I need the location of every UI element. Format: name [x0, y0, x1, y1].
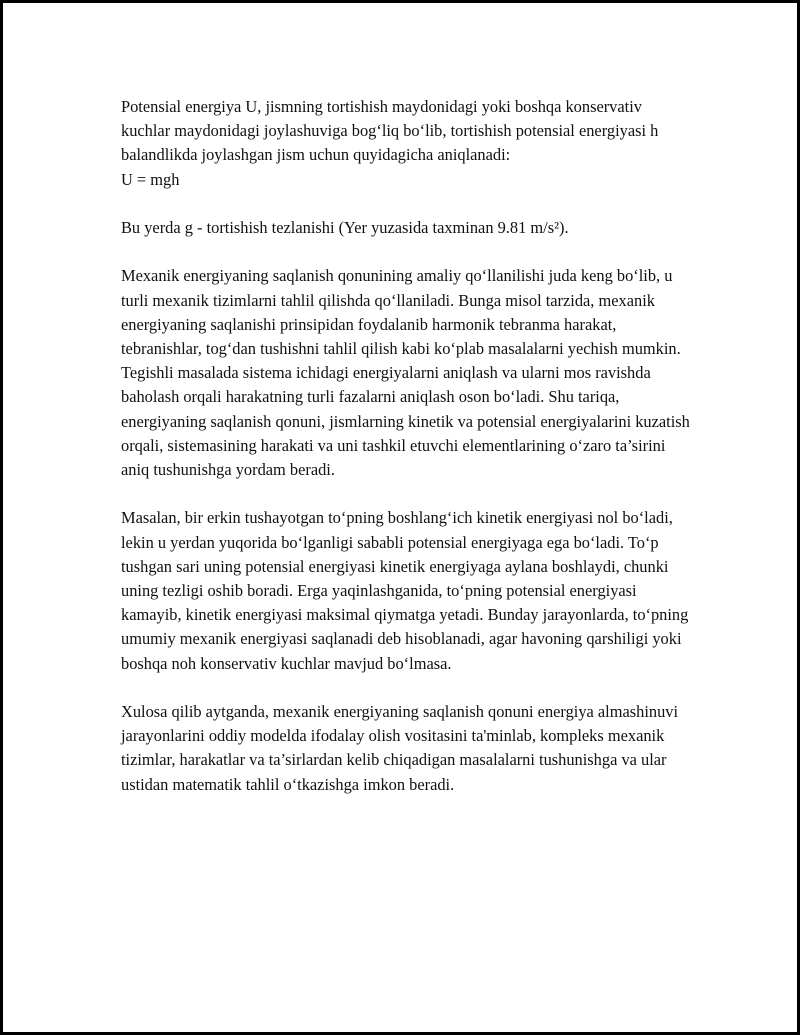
paragraph-conclusion: Xulosa qilib aytganda, mexanik energiyaning saqlanish qonuni energiya almashinuvi jarayonlarini oddiy modelda ifodalay olish vositasini ta'minlab, kompleks mexanik tizimlar, harakatlar va ta’sirlardan kelib chiqadigan masalalarni tushunishga va ular ustidan matematik tahlil o‘tkazishga imkon beradi.: [121, 702, 679, 794]
document-body: [121, 95, 691, 821]
paragraph-falling-ball-example: Masalan, bir erkin tushayotgan to‘pning boshlang‘ich kinetik energiyasi nol bo‘ladi, lekin u yerdan yuqorida bo‘lganligi sababli potensial energiyaga ega bo‘ladi. To‘p tushgan sari uning potensial energiyasi kinetik energiyaga aylana boshlaydi, chunki uning tezligi oshib boradi. Erga yaqinlashganida, to‘pning potensial energiyasi kamayib, kinetik energiyasi maksimal qiymatga yetadi. Bunday jarayonlarda, to‘pning umumiy mexanik energiyasi saqlanadi deb hisoblanadi, agar havoning qarshiligi yoki boshqa noh konservativ kuchlar mavjud bo‘lmasa.: [121, 508, 689, 673]
formula: U = mgh: [121, 169, 180, 189]
paragraph-gravity-note: Bu yerda g - tortishish tezlanishi (Yer yuzasida taxminan 9.81 m/s²).: [121, 218, 569, 237]
paragraph-conservation-application: Mexanik energiyaning saqlanish qonunining amaliy qo‘llanilishi juda keng bo‘lib, u turli mexanik tizimlarni tahlil qilishda qo‘llaniladi. Bunga misol tarzida, mexanik energiyaning saqlanishi prinsipidan foydalanib harmonik tebranma harakat, tebranishlar, tog‘dan tushishni tahlil qilish kabi ko‘plab masalalarni yechish mumkin. Tegishli masalada sistema ichidagi energiyalarni aniqlash va ularni mos ravishda baholash orqali harakatning turli fazalarni aniqlash oson bo‘ladi. Shu tariqa, energiyaning saqlanish qonuni, jismlarning kinetik va potensial energiyalarini kuzatish orqali, sistemasining harakati va uni tashkil etuvchi elementlarining o‘zaro ta’sirini aniq tushunishga yordam beradi.: [121, 266, 690, 480]
paragraph-text: Potensial energiya U, jismning tortishish maydonidagi yoki boshqa konservativ kuchlar maydonidagi joylashuviga bog‘liq bo‘lib, tortishish potensial energiyasi h balandlikda joylashgan jism uchun quyidagicha aniqlanadi:: [121, 97, 659, 165]
paragraph-potential-energy: [121, 95, 691, 192]
